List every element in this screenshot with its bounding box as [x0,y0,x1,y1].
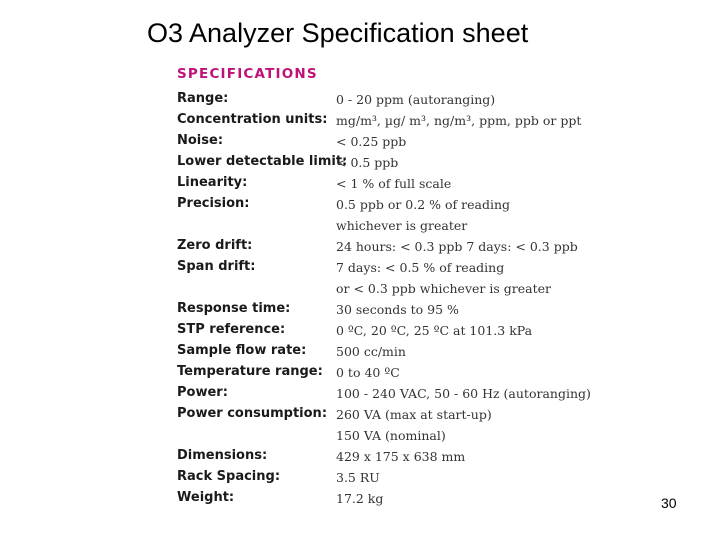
page-number: 30 [661,495,677,511]
spec-value-temperature-range: 0 to 40 ºC [336,365,400,380]
spec-label-zero-drift: Zero drift: [177,238,253,253]
spec-label-power-consumption: Power consumption: [177,406,328,421]
spec-label-response-time: Response time: [177,301,291,316]
spec-value-concentration-units: mg/m³, µg/ m³, ng/m³, ppm, ppb or ppt [336,113,582,128]
spec-label-rack-spacing: Rack Spacing: [177,469,281,484]
spec-value-range: 0 - 20 ppm (autoranging) [336,92,496,107]
spec-value-power: 100 - 240 VAC, 50 - 60 Hz (autoranging) [336,386,591,401]
spec-value-span-drift-cont: or < 0.3 ppb whichever is greater [336,281,551,296]
spec-label-span-drift: Span drift: [177,259,256,274]
spec-value-dimensions: 429 x 175 x 638 mm [336,449,466,464]
spec-label-precision: Precision: [177,196,250,211]
specifications-heading: SPECIFICATIONS [177,66,318,82]
spec-value-power-consumption-cont: 150 VA (nominal) [336,428,446,443]
slide-title: O3 Analyzer Specification sheet [147,18,529,48]
spec-value-sample-flow-rate: 500 cc/min [336,344,406,359]
spec-label-temperature-range: Temperature range: [177,364,323,379]
spec-value-stp-reference: 0 ºC, 20 ºC, 25 ºC at 101.3 kPa [336,323,533,338]
spec-value-precision-cont: whichever is greater [336,218,468,233]
spec-label-dimensions: Dimensions: [177,448,268,463]
spec-value-precision: 0.5 ppb or 0.2 % of reading [336,197,511,212]
spec-value-noise: < 0.25 ppb [336,134,407,149]
spec-value-rack-spacing: 3.5 RU [336,470,380,485]
spec-label-power: Power: [177,385,228,400]
spec-label-range: Range: [177,91,229,106]
spec-label-sample-flow-rate: Sample flow rate: [177,343,307,358]
spec-value-linearity: < 1 % of full scale [336,176,452,191]
spec-label-stp-reference: STP reference: [177,322,286,337]
spec-label-noise: Noise: [177,133,224,148]
spec-value-response-time: 30 seconds to 95 % [336,302,459,317]
spec-label-concentration-units: Concentration units: [177,112,328,127]
spec-label-linearity: Linearity: [177,175,248,190]
spec-label-weight: Weight: [177,490,235,505]
spec-value-power-consumption: 260 VA (max at start-up) [336,407,492,422]
spec-value-zero-drift: 24 hours: < 0.3 ppb 7 days: < 0.3 ppb [336,239,578,254]
spec-value-span-drift: 7 days: < 0.5 % of reading [336,260,505,275]
spec-label-lower-detectable-limit: Lower detectable limit: [177,154,348,169]
spec-value-lower-detectable-limit: < 0.5 ppb [336,155,399,170]
spec-value-weight: 17.2 kg [336,491,384,506]
